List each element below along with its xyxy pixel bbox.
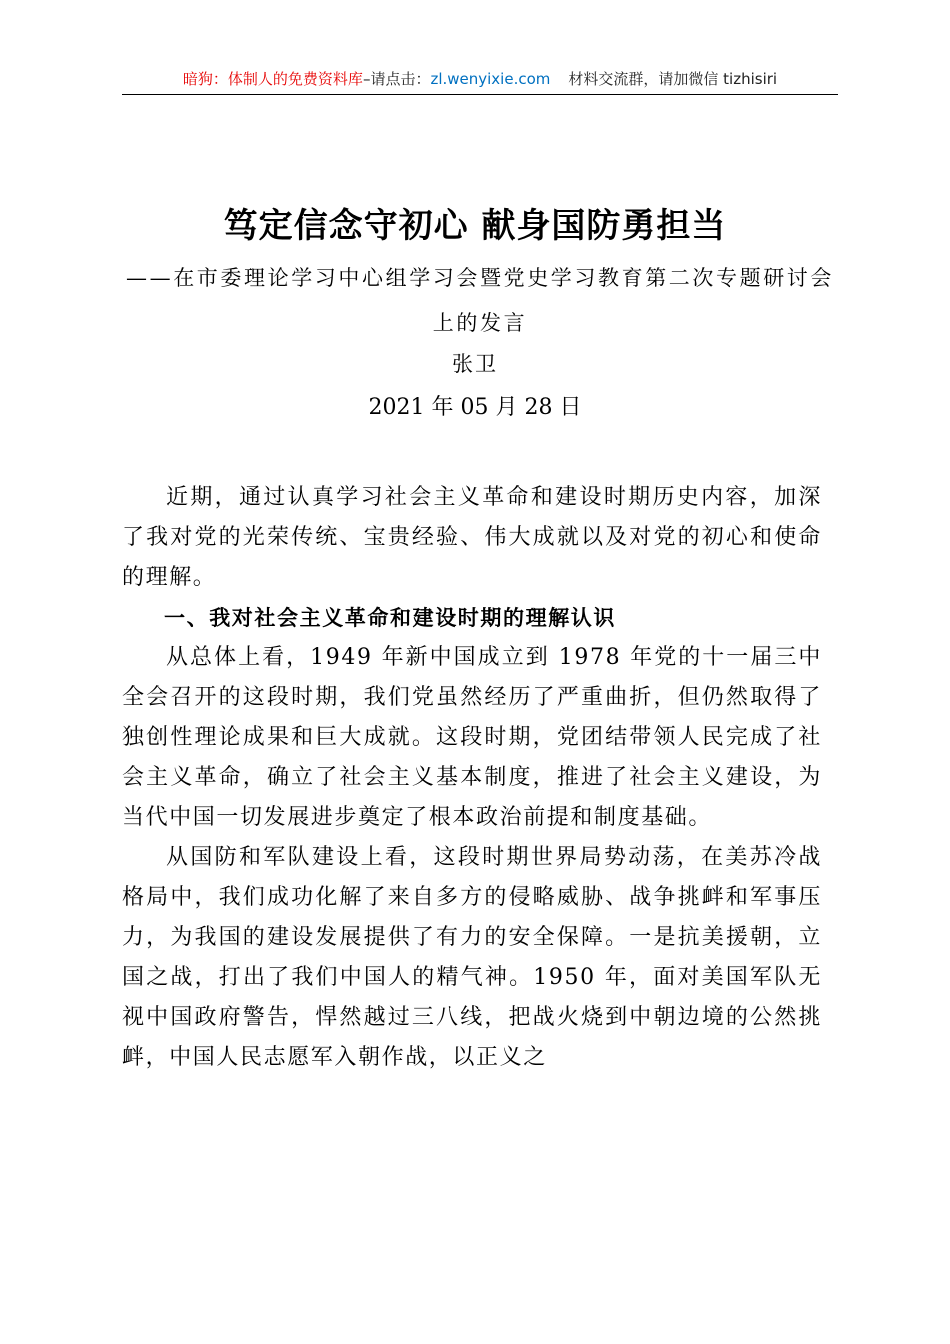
site-name: 暗狗：体制人的免费资料库 — [182, 70, 363, 88]
page-header — [122, 66, 838, 95]
click-prompt: –请点击： — [362, 70, 431, 88]
document-subtitle: ——在市委理论学习中心组学习会暨党史学习教育第二次专题研讨会上的发言 — [126, 266, 834, 335]
document-body — [122, 478, 822, 1078]
paragraph: 从国防和军队建设上看，这段时期世界局势动荡，在美苏冷战格局中，我们成功化解了来自多方的侵略威胁、战争挑衅和军事压力，为我国的建设发展提供了有力的安全保障。一是抗美援朝，立国之战，打出了我们中国人的精气神。1950 年，面对美国军队无视中国政府警告，悍然越过三八线，把战火烧到中朝边境的公然挑衅，中国人民志愿军入朝作战，以正义之 — [122, 845, 822, 1070]
wechat-note: 材料交流群，请加微信 tizhisiri — [568, 70, 778, 88]
paragraph-intro: 近期，通过认真学习社会主义革命和建设时期历史内容，加深了我对党的光荣传统、宝贵经验、伟大成就以及对党的初心和使命的理解。 — [122, 485, 822, 590]
document-title: 笃定信念守初心 献身国防勇担当 — [223, 206, 727, 246]
document-author: 张卫 — [452, 352, 498, 376]
document-date: 2021 年 05 月 28 日 — [368, 395, 582, 420]
section-heading: 一、我对社会主义革命和建设时期的理解认识 — [164, 606, 616, 630]
site-link[interactable]: zl.wenyixie.com — [430, 70, 551, 88]
paragraph: 从总体上看，1949 年新中国成立到 1978 年党的十一届三中全会召开的这段时期，我们党虽然经历了严重曲折，但仍然取得了独创性理论成果和巨大成就。这段时期，党团结带领人民完成了社会主义革命，确立了社会主义基本制度，推进了社会主义建设，为当代中国一切发展进步奠定了根本政治前提和制度基础。 — [122, 645, 822, 830]
